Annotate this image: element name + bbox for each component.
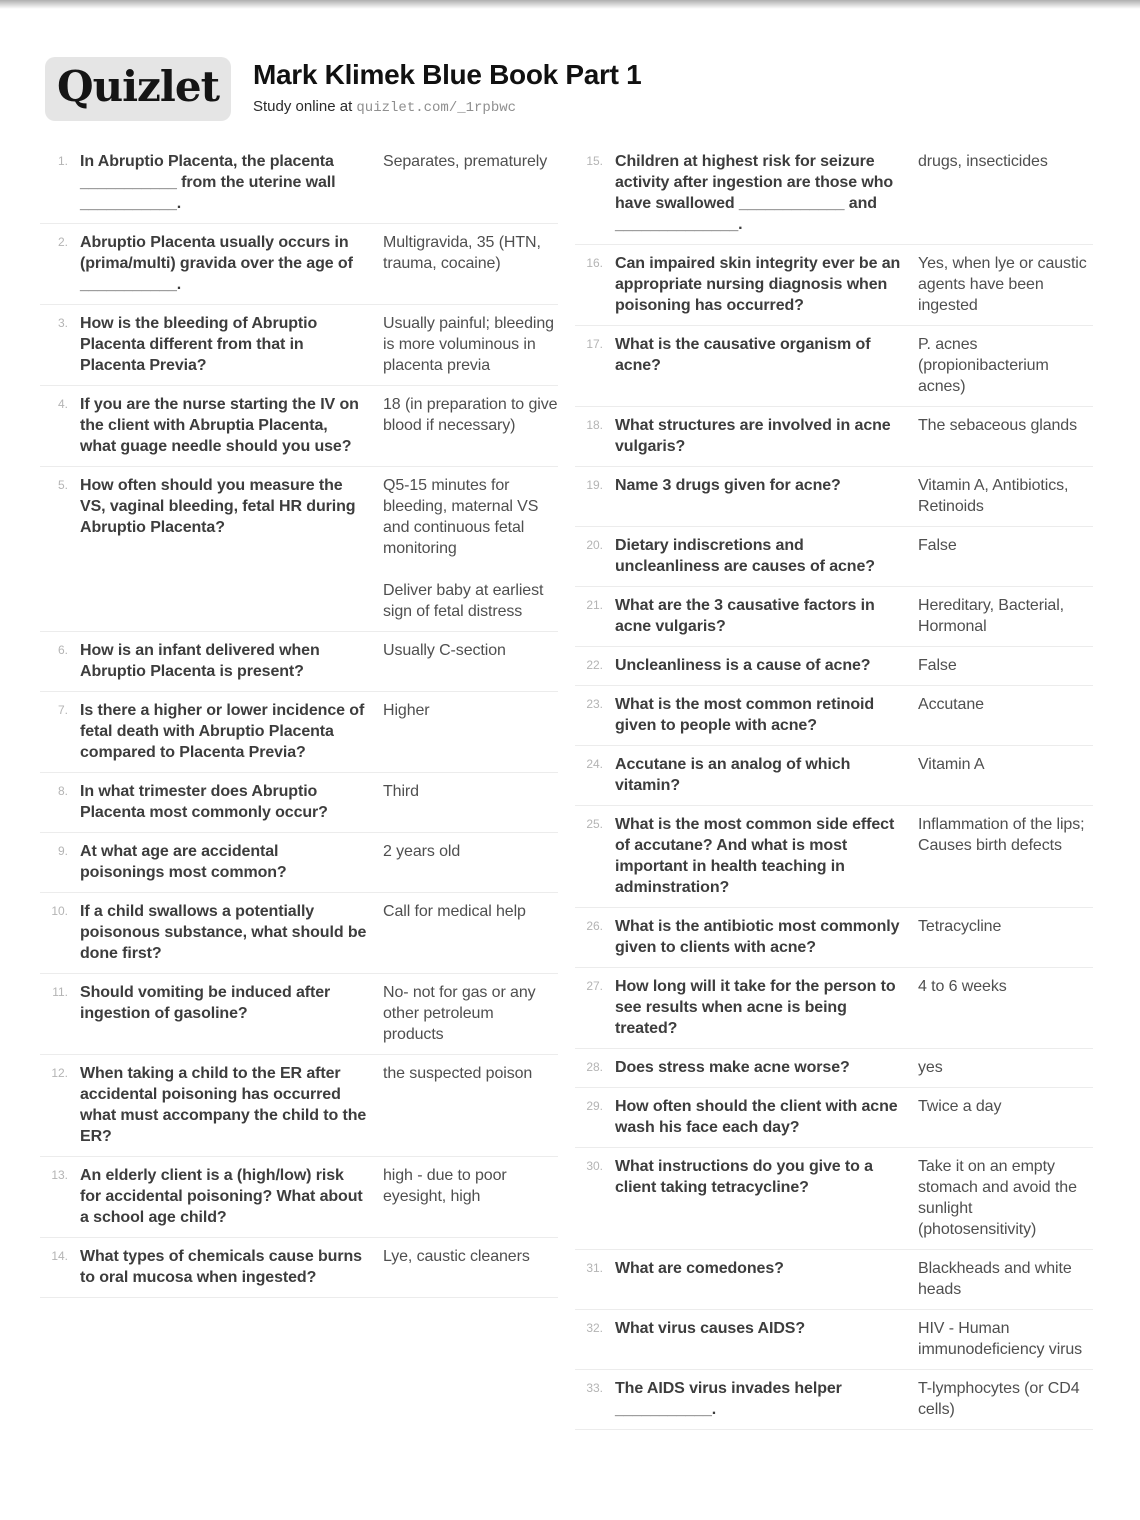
answer-paragraph: Blackheads and white heads [918, 1260, 1072, 1298]
qa-row [575, 686, 1093, 746]
question-text: How often should the client with acne wash his face each day? [615, 1098, 898, 1136]
answer-paragraph: HIV - Human immunodeficiency virus [918, 1320, 1083, 1358]
answer-text [918, 916, 1093, 958]
question-number: 7. [57, 703, 68, 717]
answer-paragraph: Take it on an empty stomach and avoid the sunlight (photosensitivity) [918, 1158, 1077, 1238]
quizlet-logo-text: Quizlet [56, 62, 219, 111]
qa-row [40, 1157, 558, 1238]
answer-paragraph: drugs, insecticides [918, 153, 1048, 170]
answer-text [383, 640, 558, 682]
answer-text [383, 475, 558, 622]
answer-paragraph: the suspected poison [383, 1065, 533, 1082]
answer-text [918, 655, 1093, 676]
question-number: 16. [586, 256, 603, 270]
question-number: 14. [51, 1249, 68, 1263]
question-text: Dietary indiscretions and uncleanliness are causes of acne? [615, 537, 875, 575]
question-number: 3. [57, 316, 68, 330]
answer-paragraph: 2 years old [383, 843, 461, 860]
qa-row [40, 632, 558, 692]
qa-row [575, 1148, 1093, 1250]
answer-text [918, 334, 1093, 397]
qa-row [575, 1088, 1093, 1148]
answer-text [383, 1165, 558, 1228]
answer-text [383, 700, 558, 763]
answer-text [918, 535, 1093, 577]
question-number: 33. [586, 1381, 603, 1395]
answer-paragraph: Separates, prematurely [383, 153, 548, 170]
question-number: 8. [57, 784, 68, 798]
qa-row [575, 806, 1093, 908]
subtitle-prefix: Study online at [253, 97, 357, 115]
answer-paragraph: 18 (in preparation to give blood if necessary) [383, 396, 558, 434]
question-text: Abruptio Placenta usually occurs in (prima/multi) gravida over the age of ___________. [80, 234, 353, 293]
qa-row [575, 647, 1093, 686]
qa-row [40, 833, 558, 893]
page-title: Mark Klimek Blue Book Part 1 [253, 59, 642, 90]
question-number: 21. [586, 598, 603, 612]
answer-text [918, 754, 1093, 796]
question-number: 2. [57, 235, 68, 249]
qa-row [575, 746, 1093, 806]
answer-text [918, 595, 1093, 637]
question-text: Does stress make acne worse? [615, 1059, 850, 1076]
question-text: How long will it take for the person to see results when acne is being treated? [615, 978, 896, 1037]
qa-row [40, 467, 558, 632]
answer-text [918, 151, 1093, 235]
question-text: If a child swallows a potentially poisonous substance, what should be done first? [80, 903, 367, 962]
answer-paragraph: Twice a day [918, 1098, 1002, 1115]
question-number: 26. [586, 919, 603, 933]
qa-row [40, 893, 558, 974]
question-number: 20. [586, 538, 603, 552]
answer-text [383, 394, 558, 457]
answer-text [383, 1063, 558, 1147]
question-number: 28. [586, 1060, 603, 1074]
question-number: 18. [586, 418, 603, 432]
answer-paragraph: Inflammation of the lips; Causes birth defects [918, 816, 1085, 854]
question-number: 23. [586, 697, 603, 711]
question-number: 1. [57, 154, 68, 168]
question-number: 32. [586, 1321, 603, 1335]
answer-paragraph: yes [918, 1059, 943, 1076]
answer-paragraph: high - due to poor eyesight, high [383, 1167, 507, 1205]
question-text: If you are the nurse starting the IV on the client with Abruptia Placenta, what guage needle should you use? [80, 396, 359, 455]
qa-row [575, 143, 1093, 245]
qa-row [575, 407, 1093, 467]
page-top-bar [0, 0, 1140, 9]
answer-text [918, 1156, 1093, 1240]
question-number: 17. [586, 337, 603, 351]
answer-text [918, 1318, 1093, 1360]
question-text: What is the most common side effect of accutane? And what is most important in health teaching in adminstration? [615, 816, 895, 896]
question-number: 29. [586, 1099, 603, 1113]
answer-text [918, 475, 1093, 517]
answer-paragraph: P. acnes (propionibacterium acnes) [918, 336, 1049, 395]
answer-paragraph: Yes, when lye or caustic agents have been ingested [918, 255, 1087, 314]
question-number: 15. [586, 154, 603, 168]
qa-row [40, 1238, 558, 1298]
question-text: Is there a higher or lower incidence of fetal death with Abruptio Placenta compared to Placenta Previa? [80, 702, 365, 761]
header [45, 57, 1093, 121]
answer-paragraph: 4 to 6 weeks [918, 978, 1007, 995]
question-text: Children at highest risk for seizure activity after ingestion are those who have swallowed ____________ and ______________. [615, 153, 894, 233]
answer-paragraph: Accutane [918, 696, 984, 713]
question-text: At what age are accidental poisonings most common? [80, 843, 287, 881]
answer-paragraph: The sebaceous glands [918, 417, 1078, 434]
question-number: 5. [57, 478, 68, 492]
answer-paragraph: Tetracycline [918, 918, 1002, 935]
question-text: An elderly client is a (high/low) risk for accidental poisoning? What about a school age child? [80, 1167, 363, 1226]
qa-row [40, 305, 558, 386]
quizlet-logo [45, 57, 231, 121]
answer-text [383, 151, 558, 214]
qa-row [40, 386, 558, 467]
question-text: What are comedones? [615, 1260, 784, 1277]
qa-row [575, 1310, 1093, 1370]
question-text: What is the antibiotic most commonly given to clients with acne? [615, 918, 900, 956]
answer-text [918, 253, 1093, 316]
header-text [253, 57, 641, 116]
question-number: 19. [586, 478, 603, 492]
answer-paragraph: Multigravida, 35 (HTN, trauma, cocaine) [383, 234, 541, 272]
answer-paragraph: Vitamin A [918, 756, 985, 773]
question-text: What instructions do you give to a client taking tetracycline? [615, 1158, 873, 1196]
answer-paragraph: No- not for gas or any other petroleum products [383, 984, 536, 1043]
question-text: In what trimester does Abruptio Placenta most commonly occur? [80, 783, 328, 821]
answer-paragraph: False [918, 657, 957, 674]
answer-paragraph: Third [383, 783, 419, 800]
answer-text [918, 976, 1093, 1039]
question-number: 11. [52, 985, 68, 999]
question-number: 4. [57, 397, 68, 411]
question-text: When taking a child to the ER after accidental poisoning has occurred what must accompany the child to the ER? [80, 1065, 367, 1145]
answer-paragraph: Lye, caustic cleaners [383, 1248, 530, 1265]
qa-content [40, 143, 1093, 1430]
question-text: In Abruptio Placenta, the placenta ___________ from the uterine wall ___________. [80, 153, 336, 212]
answer-text [383, 313, 558, 376]
column-left [40, 143, 558, 1430]
question-number: 27. [586, 979, 603, 993]
answer-text [383, 901, 558, 964]
answer-text [918, 1096, 1093, 1138]
qa-row [40, 224, 558, 305]
question-text: What virus causes AIDS? [615, 1320, 806, 1337]
answer-paragraph: Higher [383, 702, 430, 719]
subtitle [253, 98, 641, 116]
answer-paragraph: Usually C-section [383, 642, 506, 659]
question-number: 6. [57, 643, 68, 657]
question-text: How is the bleeding of Abruptio Placenta different from that in Placenta Previa? [80, 315, 318, 374]
question-number: 30. [586, 1159, 603, 1173]
answer-text [918, 1378, 1093, 1420]
qa-row [575, 968, 1093, 1049]
question-number: 25. [586, 817, 603, 831]
question-text: What structures are involved in acne vulgaris? [615, 417, 891, 455]
answer-text [383, 841, 558, 883]
answer-paragraph: Deliver baby at earliest sign of fetal distress [383, 582, 544, 620]
answer-text [383, 781, 558, 823]
answer-text [383, 982, 558, 1045]
answer-paragraph: Vitamin A, Antibiotics, Retinoids [918, 477, 1069, 515]
column-right [575, 143, 1093, 1430]
question-text: What types of chemicals cause burns to oral mucosa when ingested? [80, 1248, 362, 1286]
qa-row [575, 326, 1093, 407]
question-text: How is an infant delivered when Abruptio Placenta is present? [80, 642, 320, 680]
question-number: 9. [57, 844, 68, 858]
qa-row [575, 1049, 1093, 1088]
question-text: Should vomiting be induced after ingestion of gasoline? [80, 984, 331, 1022]
question-number: 24. [586, 757, 603, 771]
qa-row [575, 587, 1093, 647]
qa-row [40, 1055, 558, 1157]
question-number: 13. [51, 1168, 68, 1182]
question-text: What are the 3 causative factors in acne vulgaris? [615, 597, 875, 635]
question-number: 12. [51, 1066, 68, 1080]
question-text: What is the causative organism of acne? [615, 336, 871, 374]
qa-row [40, 143, 558, 224]
answer-text [383, 232, 558, 295]
qa-row [575, 245, 1093, 326]
subtitle-url: quizlet.com/_1rpbwc [356, 99, 517, 116]
qa-row [575, 467, 1093, 527]
answer-paragraph: Call for medical help [383, 903, 526, 920]
question-text: What is the most common retinoid given to people with acne? [615, 696, 875, 734]
answer-paragraph: Usually painful; bleeding is more voluminous in placenta previa [383, 315, 554, 374]
question-text: Uncleanliness is a cause of acne? [615, 657, 871, 674]
question-text: Can impaired skin integrity ever be an appropriate nursing diagnosis when poisoning has occurred? [615, 255, 901, 314]
question-number: 10. [51, 904, 68, 918]
qa-row [40, 692, 558, 773]
answer-text [918, 694, 1093, 736]
answer-text [918, 814, 1093, 898]
question-text: Accutane is an analog of which vitamin? [615, 756, 851, 794]
answer-text [383, 1246, 558, 1288]
question-text: The AIDS virus invades helper ___________. [615, 1380, 842, 1418]
question-number: 31. [586, 1261, 603, 1275]
answer-text [918, 1057, 1093, 1078]
qa-row [575, 527, 1093, 587]
answer-paragraph: T-lymphocytes (or CD4 cells) [918, 1380, 1080, 1418]
question-number: 22. [586, 658, 603, 672]
qa-row [40, 974, 558, 1055]
qa-row [575, 908, 1093, 968]
qa-row [40, 773, 558, 833]
qa-row [575, 1370, 1093, 1430]
answer-paragraph: Hereditary, Bacterial, Hormonal [918, 597, 1065, 635]
answer-paragraph: False [918, 537, 957, 554]
answer-text [918, 1258, 1093, 1300]
question-text: How often should you measure the VS, vaginal bleeding, fetal HR during Abruptio Placenta? [80, 477, 356, 536]
answer-text [918, 415, 1093, 457]
question-text: Name 3 drugs given for acne? [615, 477, 841, 494]
qa-row [575, 1250, 1093, 1310]
answer-paragraph: Q5-15 minutes for bleeding, maternal VS and continuous fetal monitoring [383, 477, 539, 557]
